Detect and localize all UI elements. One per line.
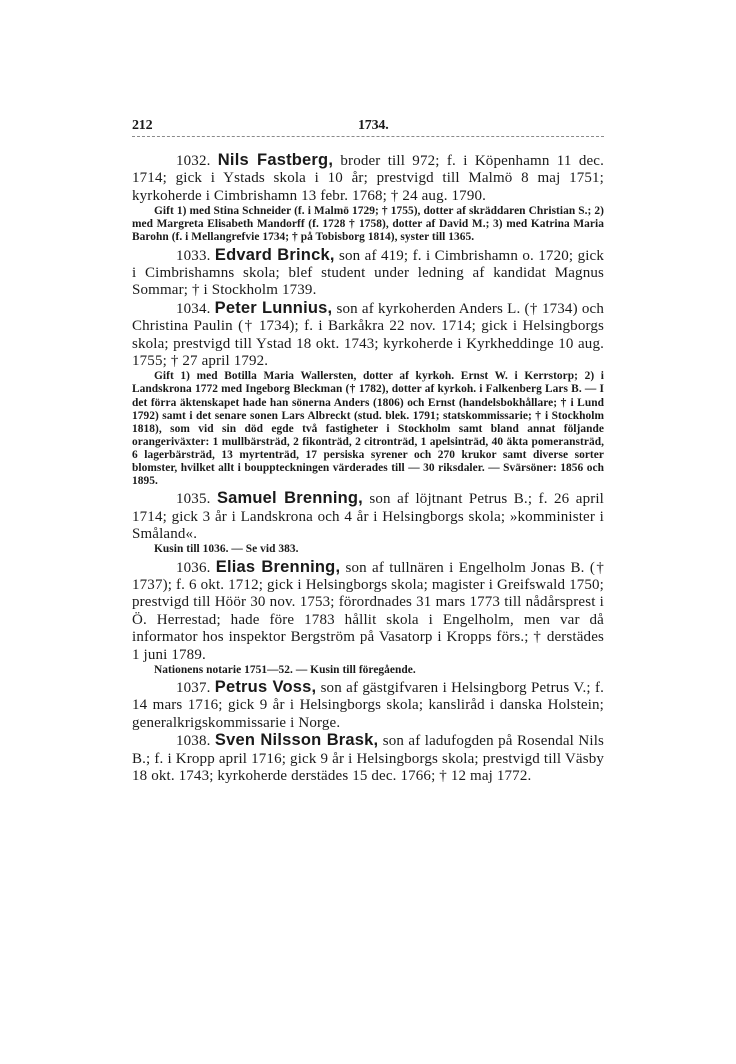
entry-text: son af kyrkoherden Anders L. († 1734) och Christina Paulin († 1734); f. i Barkåkra 22 nov. 1714; gick i Helsingborgs skola; prestvigd till Ystad 18 okt. 1743; kyrkoherde i Kyrkheddinge 10 aug. 1755; † 27 april 1792. <box>132 300 604 369</box>
entry-text: son af löjtnant Petrus B.; f. 26 april 1714; gick 3 år i Landskrona och 4 år i Helsingborgs skola; »komminister i Småland«. <box>132 491 605 542</box>
entry-text: son af ladufogden på Rosendal Nils B.; f. i Kropp april 1716; gick 9 år i Helsingborgs skola; prestvigd till Väsby 18 okt. 1743; kyrkoherde derstädes 15 dec. 1766; † 12 maj 1772. <box>132 733 604 785</box>
entry-text: son af 419; f. i Cimbrishamn o. 1720; gick i Cimbrishamns skola; blef student under ledning af kandidat Magnus Sommar; † i Stockholm 1739. <box>132 247 604 299</box>
entry-bio <box>132 679 604 732</box>
entry-number: 1036. <box>176 559 211 576</box>
entry-bio <box>132 559 604 664</box>
entry-1037 <box>132 679 604 732</box>
entry-bio <box>132 732 604 785</box>
entry-bio <box>132 247 604 300</box>
entry-1038 <box>132 732 604 785</box>
entry-text: broder till 972; f. i Köpenhamn 11 dec. 1714; gick i Ystads skola i 10 år; prestvigd till Malmö 8 maj 1751; kyrkoherde i Cimbrishamn 13 febr. 1768; † 24 aug. 1790. <box>132 153 604 204</box>
entry-note: Kusin till 1036. — Se vid 383. <box>154 543 299 556</box>
entry-note: Nationens notarie 1751—52. — Kusin till föregående. <box>154 663 416 676</box>
entry-number: 1035. <box>176 491 211 508</box>
person-name: Peter Lunnius, <box>214 298 333 317</box>
person-name: Elias Brenning, <box>215 557 341 576</box>
person-name: Sven Nilsson Brask, <box>214 731 379 750</box>
entry-1035 <box>132 490 604 556</box>
entry-bio <box>132 152 604 205</box>
entry-number: 1034. <box>176 300 211 317</box>
entry-text: son af gästgifvaren i Helsingborg Petrus V.; f. 14 mars 1716; gick 9 år i Helsingborgs skola; kansliråd i danska Holstein; generalkrigskommissarie i Norge. <box>132 680 604 731</box>
person-name: Edvard Brinck, <box>214 245 335 264</box>
entry-1036 <box>132 559 604 678</box>
entry-1034 <box>132 300 604 488</box>
page-number: 212 <box>132 118 153 133</box>
entry-bio <box>132 300 604 371</box>
entry-1032 <box>132 152 604 245</box>
entry-bio <box>132 490 604 543</box>
entry-1033 <box>132 247 604 300</box>
entries <box>132 152 604 785</box>
person-name: Nils Fastberg, <box>217 151 334 169</box>
entry-note: Gift 1) med Stina Schneider (f. i Malmö 1729; † 1755), dotter af skräddaren Christian S.; 2) med Margreta Elisabeth Mandorff (f. 1728 † 1758), dotter af David M.; 3) med Katrina Maria Barohn (f. i Mellangrefvie 1734; † på Tobisborg 1814), syster till 1365. <box>132 205 604 244</box>
entry-text: son af tullnären i Engelholm Jonas B. († 1737); f. 6 okt. 1712; gick i Helsingborgs skola; magister i Greifswald 1750; prestvigd till Höör 30 nov. 1753; förordnades 31 mars 1773 till nådårsprest i Ö. Herrestad; hade före 1783 hållit skola i Engelholm, men var då informator hos inspektor Bergström på Vasatorp i Kropps förs.; † derstädes 1 juni 1789. <box>132 559 604 663</box>
entry-note: Gift 1) med Botilla Maria Wallersten, dotter af kyrkoh. Ernst W. i Kerrstorp; 2) i Landskrona 1772 med Ingeborg Bleckman († 1782), dotter af kyrkoh. i Falkenberg Lars B. — I det förra äktenskapet hade han sönerna Anders (1806) och Ernst (handelsbokhållare; † i Lund 1792) samt i det senare sonen Lars Albreckt (stud. blek. 1791; statskommissarie; † i Stockholm 1818), som vid sin död egde två fastigheter i Stockholm samt bland annat följande orangeriväxter: 1 mullbärsträd, 2 fikonträd, 2 citronträd, 1 apelsinträd, 40 äkta pomeransträd, 6 lagerbärsträd, 13 myrtenträd, 17 persiska syrener och 270 krukor samt diverse sorter blomster, hvilket allt i bouppteckningen värderades till — 30 riksdaler. — Svärsöner: 1856 och 1895. <box>132 370 604 488</box>
person-name: Petrus Voss, <box>214 678 317 697</box>
entry-number: 1032. <box>176 153 211 169</box>
person-name: Samuel Brenning, <box>216 489 363 508</box>
entry-number: 1037. <box>176 680 211 697</box>
entry-number: 1038. <box>176 733 211 750</box>
running-year: 1734. <box>358 118 389 133</box>
header-rule <box>132 136 604 137</box>
entry-number: 1033. <box>176 247 211 264</box>
